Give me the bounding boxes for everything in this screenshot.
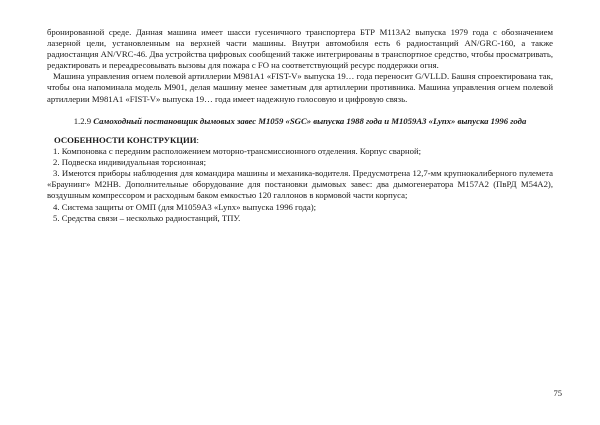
features-block xyxy=(47,135,553,224)
section-heading xyxy=(47,116,553,127)
feature-item-1: 1. Компоновка с передним расположением моторно-трансмиссионного отделения. Корпус сварной; xyxy=(53,145,422,156)
feature-item-2: 2. Подвеска индивидуальная торсионная; xyxy=(53,156,207,167)
section-number: 1.2.9 xyxy=(73,115,92,126)
paragraph-continuation: бронированной среде. Данная машина имеет шасси гусеничного транспортера БТР М113А2 выпуска 1979 года с обозначением лазерной цели, установленным на верхней части машины. Внутри автомобиля есть 6 радиостанций AN/GRC-160, а также радиостанция AN/VRC-46. Два устройства цифровых сообщений также интегрированы в транспортное средство, чтобы просматривать, редактировать и переадресовывать вызовы для пожара с FO на соответствующий ресурс поддержки огня. xyxy=(47,27,553,71)
paragraph-fist-v: Машина управления огнем полевой артиллерии M981A1 «FIST-V» выпуска 19… года переносит G/VLLD. Башня спроектирована так, чтобы она напоминала модель M901, делая машину менее заметным для артиллерии противника. Машина управления огнем полевой артиллерии M981A1 «FIST-V» выпуска 19… года имеет надежную голосовую и цифровую связь. xyxy=(47,71,553,104)
feature-item-4: 4. Система защиты от ОМП (для M1059A3 «Lynx» выпуска 1996 года); xyxy=(53,201,317,212)
features-heading-text: ОСОБЕННОСТИ КОНСТРУКЦИИ xyxy=(54,134,197,145)
page-number: 75 xyxy=(553,388,562,398)
feature-item-5: 5. Средства связи – несколько радиостанций, ТПУ. xyxy=(53,212,241,223)
features-heading xyxy=(47,135,553,146)
feature-item-3: 3. Имеются приборы наблюдения для командира машины и механика-водителя. Предусмотрена 12,7-мм крупнокалиберного пулемета «Браунинг» M2HB. Дополнительные оборудование для постановки дымовых завес: два дымогенератора M157A2 (ПвРД M54A2), воздушным компрессором и расходным баком емкостью 120 галлонов в кормовой части корпуса; xyxy=(47,168,553,201)
section-title: Самоходный постановщик дымовых завес M1059 «SGC» выпуска 1988 года и M1059A3 «Lynx» выпуска 1996 года xyxy=(93,115,527,126)
features-heading-colon: : xyxy=(196,134,199,145)
